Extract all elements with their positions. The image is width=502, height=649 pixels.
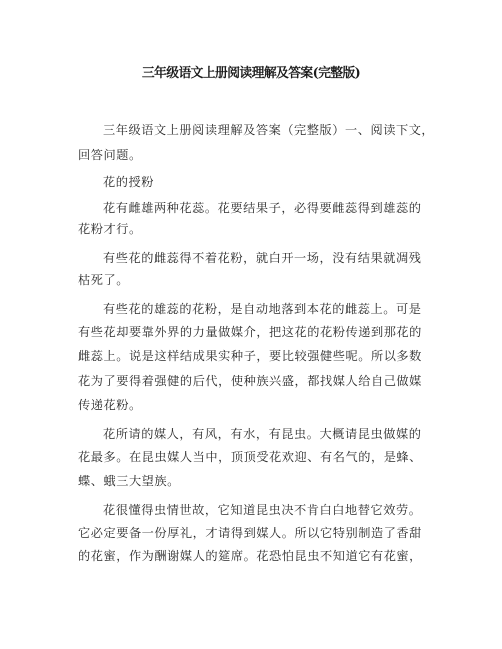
body-line: 花很懂得虫情世故，它知道昆虫决不肯白白地替它效劳。 [103,503,422,517]
body-line: 有些花的雄蕊的花粉，是自动地落到本花的雌蕊上。可是 [103,302,422,316]
body-line: 枯死了。 [78,273,129,287]
document-title: 三年级语文上册阅读理解及答案(完整版) [141,66,361,81]
section-heading: 花的授粉 [103,175,154,189]
body-line: 花为了要得着强健的后代，使种族兴盛，都找媒人给自己做媒 [78,374,422,388]
body-line: 三年级语文上册阅读理解及答案（完整版）一、阅读下文， [103,123,435,137]
body-line: 花所请的媒人，有风，有水，有昆虫。大概请昆虫做媒的 [103,427,422,441]
body-line: 回答问题。 [78,148,142,162]
body-line: 它必定要备一份厚礼，才请得到媒人。所以它特别制造了香甜 [78,526,422,540]
body-line: 雌蕊上。说是这样结成果实种子，要比较强健些呢。所以多数 [78,349,422,363]
body-line: 蝶、蛾三大望族。 [78,474,180,488]
body-line: 有些花却要靠外界的力量做媒介，把这花的花粉传递到那花的 [78,325,422,339]
body-line: 的花蜜，作为酬谢媒人的筵席。花恐怕昆虫不知道它有花蜜， [78,549,422,563]
body-line: 花有雌雄两种花蕊。花要结果子，必得要雌蕊得到雄蕊的 [103,201,422,215]
body-line: 传递花粉。 [78,398,142,412]
body-line: 有些花的雌蕊得不着花粉，就白开一场，没有结果就凋残 [103,251,422,265]
body-line: 花最多。在昆虫媒人当中，顶顶受花欢迎、有名气的，是蜂、 [78,450,422,464]
body-line: 花粉才行。 [78,222,142,236]
